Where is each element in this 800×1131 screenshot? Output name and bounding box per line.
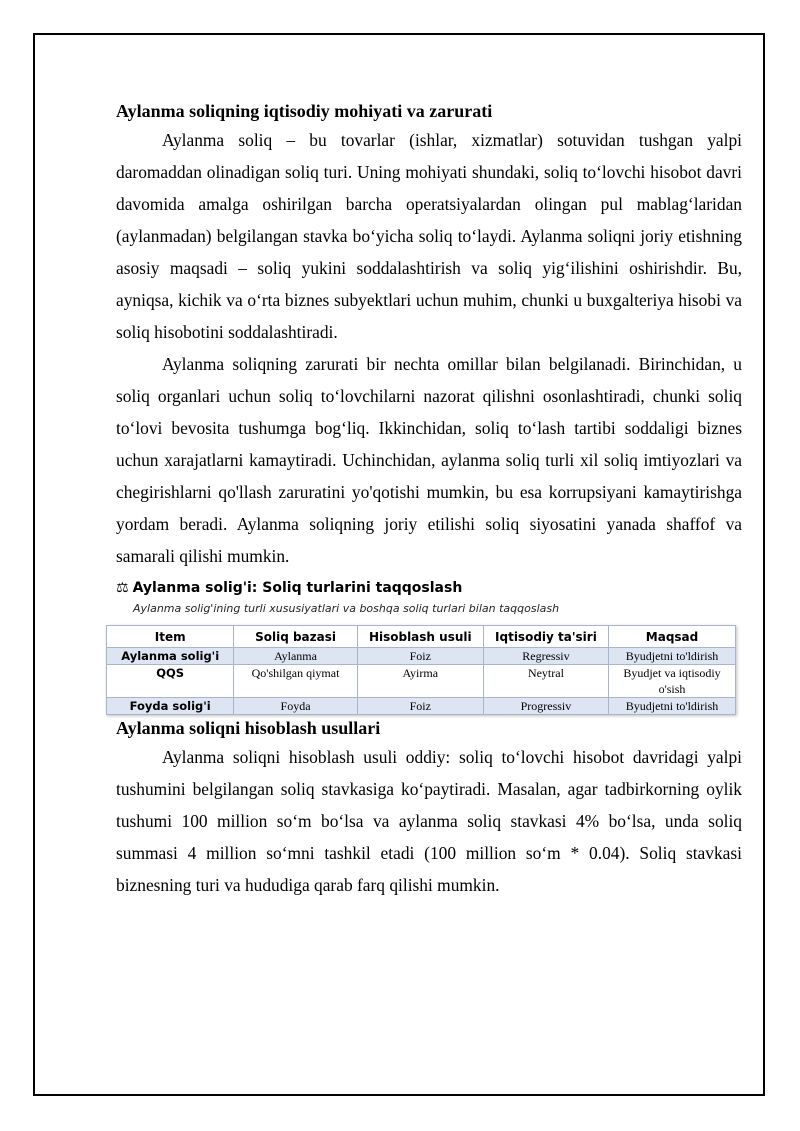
table-cell: Qo'shilgan qiymat (234, 665, 357, 698)
table-row (107, 648, 736, 665)
table-cell: Aylanma (234, 648, 357, 665)
table-cell: Byudjetni to'ldirish (609, 648, 736, 665)
scale-icon: ⚖ (116, 580, 129, 596)
document-body (116, 98, 742, 901)
comparison-table-block (116, 578, 742, 715)
column-header: Hisoblash usuli (357, 626, 483, 648)
comparison-table (106, 625, 736, 715)
table-cell: Foyda (234, 698, 357, 715)
table-cell: Byudjet va iqtisodiy o'sish (609, 665, 736, 698)
row-label: QQS (107, 665, 234, 698)
row-label: Aylanma solig'i (107, 648, 234, 665)
section-heading-calculation: Aylanma soliqni hisoblash usullari (116, 718, 381, 738)
paragraph-definition: Aylanma soliq – bu tovarlar (ishlar, xizmatlar) sotuvidan tushgan yalpi daromaddan olinadigan soliq turi. Uning mohiyati shundaki, soliq to‘lovchi hisobot davri davomida amalga oshirilgan barcha operatsiyalardan olingan pul mablag‘laridan (aylanmadan) belgilangan stavka bo‘yicha soliq to‘laydi. Aylanma soliqni joriy etishning asosiy maqsadi – soliq yukini soddalashtirish va soliq yig‘ilishini oshirishdir. Bu, ayniqsa, kichik va o‘rta biznes subyektlari uchun muhim, chunki u buxgalteriya hisobi va soliq hisobotini soddalashtiradi. (116, 130, 742, 342)
table-cell: Regressiv (483, 648, 608, 665)
table-cell: Neytral (483, 665, 608, 698)
column-header: Soliq bazasi (234, 626, 357, 648)
table-title-text: Aylanma solig'i: Soliq turlarini taqqoslash (132, 580, 463, 596)
row-label: Foyda solig'i (107, 698, 234, 715)
table-cell: Foiz (357, 698, 483, 715)
column-header: Iqtisodiy ta'siri (483, 626, 608, 648)
paragraph-necessity: Aylanma soliqning zarurati bir nechta omillar bilan belgilanadi. Birinchidan, u soliq organlari uchun soliq to‘lovchilarni nazorat qilishni osonlashtiradi, chunki soliq to‘lovi bevosita tushumga bog‘liq. Ikkinchidan, soliq to‘lash tartibi soddaligi biznes uchun xarajatlarni kamaytiradi. Uchinchidan, aylanma soliq turli xil soliq imtiyozlari va chegirishlarni qo'llash zaruratini yo'qotishi mumkin, bu esa korrupsiyani kamaytirishga yordam beradi. Aylanma soliqning joriy etilishi soliq siyosatini yanada shaffof va samarali qilishi mumkin. (116, 354, 742, 566)
section-heading-essence: Aylanma soliqning iqtisodiy mohiyati va zarurati (116, 101, 493, 121)
table-header-row (107, 626, 736, 648)
table-cell: Byudjetni to'ldirish (609, 698, 736, 715)
table-row (107, 665, 736, 698)
column-header: Item (107, 626, 234, 648)
table-caption: Aylanma solig'ining turli xususiyatlari va boshqa soliq turlari bilan taqqoslash (133, 602, 560, 615)
table-row (107, 698, 736, 715)
paragraph-calculation: Aylanma soliqni hisoblash usuli oddiy: soliq to‘lovchi hisobot davridagi yalpi tushumini belgilangan soliq stavkasiga ko‘paytiradi. Masalan, agar tadbirkorning oylik tushumi 100 million so‘m bo‘lsa va aylanma soliq stavkasi 4% bo‘lsa, unda soliq summasi 4 million so‘mni tashkil etadi (100 million so‘m * 0.04). Soliq stavkasi biznesning turi va hududiga qarab farq qilishi mumkin. (116, 747, 742, 895)
table-cell: Progressiv (483, 698, 608, 715)
table-title (116, 578, 742, 598)
column-header: Maqsad (609, 626, 736, 648)
table-cell: Ayirma (357, 665, 483, 698)
table-cell: Foiz (357, 648, 483, 665)
